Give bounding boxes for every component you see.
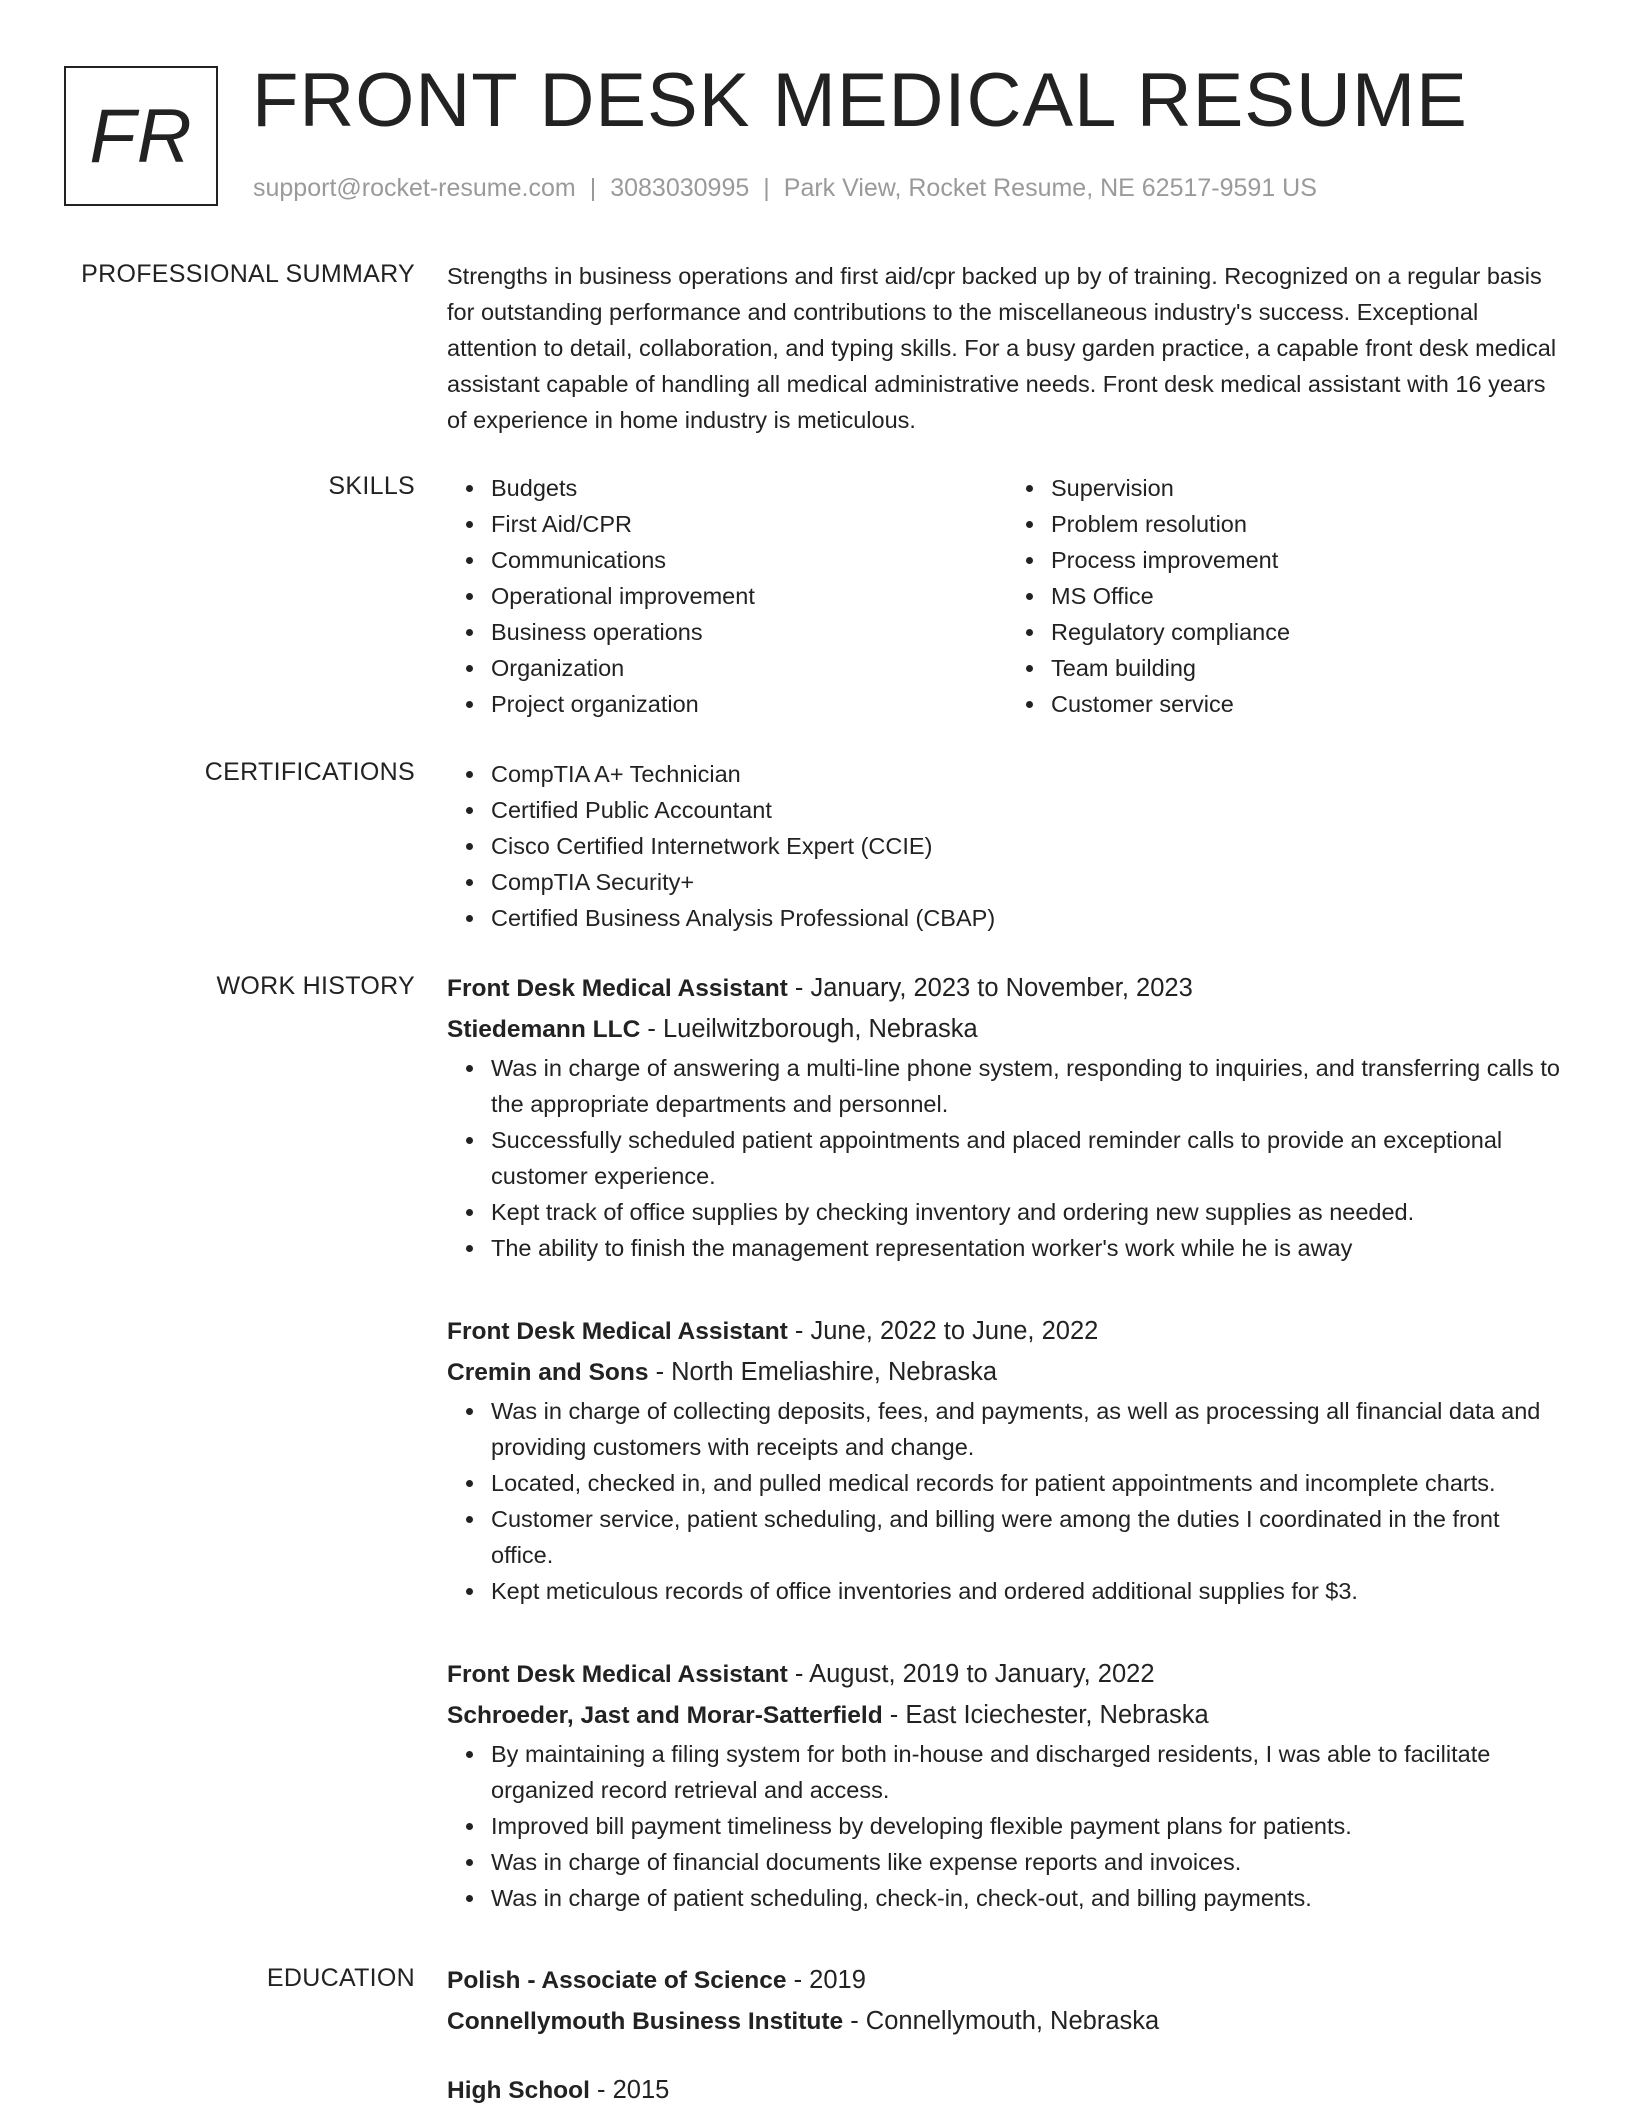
education-year: - 2019 [786,1966,866,1994]
certifications-body [447,756,1567,936]
job-dates: - June, 2022 to June, 2022 [787,1317,1099,1345]
job-duty: Was in charge of financial documents like expense reports and invoices. [491,1844,1567,1880]
certification-item: Certified Public Accountant [491,792,1567,828]
skill-item: MS Office [1051,578,1567,614]
skill-item: Team building [1051,650,1567,686]
job-title-line [447,1654,1567,1695]
job-duty: Was in charge of patient scheduling, check-in, check-out, and billing payments. [491,1880,1567,1916]
skill-item: Process improvement [1051,542,1567,578]
education-school-line [447,2001,1567,2042]
job-location: - North Emeliashire, Nebraska [648,1358,998,1386]
certifications-heading: CERTIFICATIONS [204,758,415,786]
job-entry [447,1311,1567,1609]
skills-heading: SKILLS [328,472,415,500]
job-title-line [447,968,1567,1009]
certification-item: CompTIA A+ Technician [491,756,1567,792]
skill-item: Problem resolution [1051,506,1567,542]
monogram-initials: FR [89,93,193,179]
skill-item: Regulatory compliance [1051,614,1567,650]
skill-item: Communications [491,542,1007,578]
job-title: Front Desk Medical Assistant [447,1318,788,1345]
job-duty: Improved bill payment timeliness by developing flexible payment plans for patients. [491,1808,1567,1844]
skill-item: First Aid/CPR [491,506,1007,542]
skills-columns [447,470,1567,722]
job-location: - Lueilwitzborough, Nebraska [640,1015,978,1043]
certifications-list [447,756,1567,936]
skill-item: Business operations [491,614,1007,650]
job-entry [447,968,1567,1266]
skill-item: Operational improvement [491,578,1007,614]
job-title-line [447,1311,1567,1352]
education-degree-line [447,2070,1567,2111]
work-history-heading: WORK HISTORY [216,972,415,1000]
job-duties-list [447,1736,1567,1916]
education-year: - 2015 [589,2076,670,2104]
education-entry [447,1960,1567,2042]
job-title: Front Desk Medical Assistant [447,1661,788,1688]
contact-phone[interactable]: 3083030995 [610,174,750,202]
contact-email[interactable]: support@rocket-resume.com [253,174,576,202]
job-dates: - August, 2019 to January, 2022 [787,1660,1155,1688]
job-duty: Was in charge of collecting deposits, fees, and payments, as well as processing all financial data and providing customers with receipts and change. [491,1393,1567,1465]
contact-line [253,174,1317,203]
job-duties-list [447,1393,1567,1609]
resume-title: FRONT DESK MEDICAL RESUME [252,58,1468,143]
job-location: - East Iciechester, Nebraska [882,1701,1209,1729]
job-duty: Kept meticulous records of office inventories and ordered additional supplies for $3. [491,1573,1567,1609]
skills-list-left [447,470,1007,722]
job-title: Front Desk Medical Assistant [447,975,788,1002]
education-location: - Connellymouth, Nebraska [843,2007,1160,2035]
job-duty: The ability to finish the management representation worker's work while he is away [491,1230,1567,1266]
job-entry [447,1654,1567,1916]
contact-separator: | [763,174,770,202]
job-duty: Successfully scheduled patient appointments and placed reminder calls to provide an exceptional customer experience. [491,1122,1567,1194]
summary-heading: PROFESSIONAL SUMMARY [81,260,415,288]
job-duty: Customer service, patient scheduling, and billing were among the duties I coordinated in the front office. [491,1501,1567,1573]
education-degree: Polish - Associate of Science [447,1967,787,1994]
job-company-line [447,1009,1567,1050]
job-duty: Was in charge of answering a multi-line phone system, responding to inquiries, and transferring calls to the appropriate departments and personnel. [491,1050,1567,1122]
monogram-box [64,66,218,206]
certification-item: Cisco Certified Internetwork Expert (CCIE) [491,828,1567,864]
contact-separator: | [589,174,597,202]
job-duty: Kept track of office supplies by checking inventory and ordering new supplies as needed. [491,1194,1567,1230]
contact-address: Park View, Rocket Resume, NE 62517-9591 US [783,174,1317,202]
job-duty: By maintaining a filing system for both in-house and discharged residents, I was able to facilitate organized record retrieval and access. [491,1736,1567,1808]
certification-item: CompTIA Security+ [491,864,1567,900]
education-school: Connellymouth Business Institute [447,2008,844,2035]
education-degree-line [447,1960,1567,2001]
education-heading: EDUCATION [266,1964,415,1992]
certification-item: Certified Business Analysis Professional (CBAP) [491,900,1567,936]
job-company: Schroeder, Jast and Morar-Satterfield [447,1702,883,1729]
job-dates: - January, 2023 to November, 2023 [787,974,1193,1002]
job-company: Cremin and Sons [447,1359,649,1386]
job-company-line [447,1352,1567,1393]
job-company-line [447,1695,1567,1736]
skills-list-right [1007,470,1567,722]
skill-item: Organization [491,650,1007,686]
summary-text: Strengths in business operations and first aid/cpr backed up by of training. Recognized on a regular basis for outstanding performance and contributions to the miscellaneous industry's success. Exceptional attention to detail, collaboration, and typing skills. For a busy garden practice, a capable front desk medical assistant capable of handling all medical administrative needs. Front desk medical assistant with 16 years of experience in home industry is meticulous. [447,263,1557,433]
job-company: Stiedemann LLC [447,1016,641,1043]
education-entry [447,2070,1567,2111]
job-duties-list [447,1050,1567,1266]
skill-item: Budgets [491,470,1007,506]
skill-item: Project organization [491,686,1007,722]
education-degree: High School [447,2077,590,2104]
job-duty: Located, checked in, and pulled medical records for patient appointments and incomplete charts. [491,1465,1567,1501]
skill-item: Supervision [1051,470,1567,506]
skill-item: Customer service [1051,686,1567,722]
